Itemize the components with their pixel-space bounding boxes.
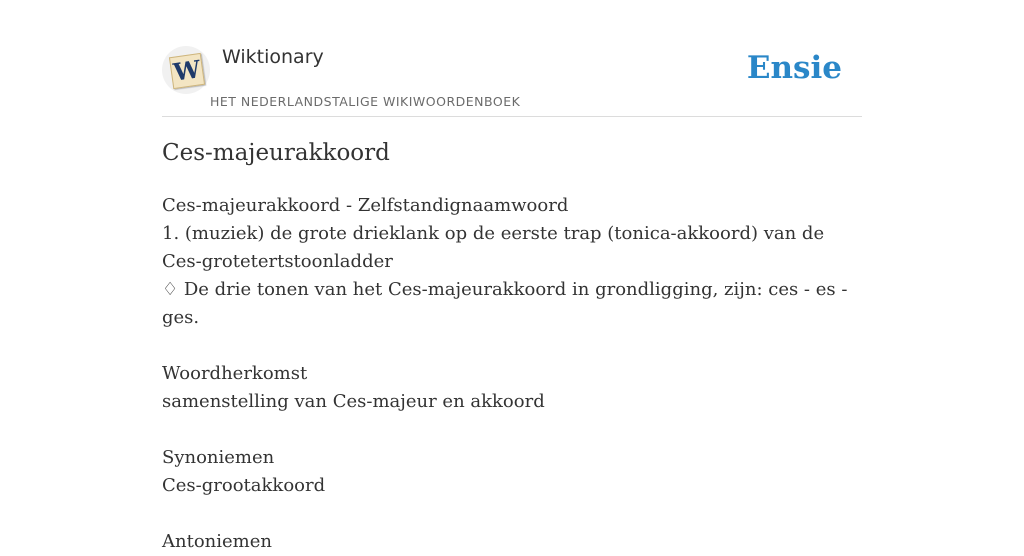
ensie-brand-link[interactable]: Ensie (746, 50, 842, 86)
antonyms-heading: Antoniemen (162, 531, 272, 552)
entry-type-line: Ces-majeurakkoord - Zelfstandignaamwoord (162, 195, 569, 216)
entry-example: ♢ De drie tonen van het Ces-majeurakkoord in grondligging, zijn: ces - es - ges. (162, 279, 848, 328)
entry-content (162, 192, 862, 556)
etymology-text: samenstelling van Ces-majeur en akkoord (162, 391, 545, 412)
page-title: Ces-majeurakkoord (162, 140, 390, 166)
wiktionary-logo[interactable] (162, 46, 210, 94)
spacer (162, 416, 862, 444)
site-tagline: HET NEDERLANDSTALIGE WIKIWOORDENBOEK (210, 94, 521, 109)
etymology-heading: Woordherkomst (162, 363, 308, 384)
site-name[interactable]: Wiktionary (222, 46, 324, 68)
synonyms-text: Ces-grootakkoord (162, 475, 326, 496)
synonyms-heading: Synoniemen (162, 447, 275, 468)
spacer (162, 332, 862, 360)
wiktionary-logo-tile: W (169, 53, 205, 89)
entry-definition: 1. (muziek) de grote drieklank op de eerste trap (tonica-akkoord) van de Ces-grotetertstoonladder (162, 223, 825, 272)
spacer (162, 500, 862, 528)
site-header (162, 0, 862, 117)
